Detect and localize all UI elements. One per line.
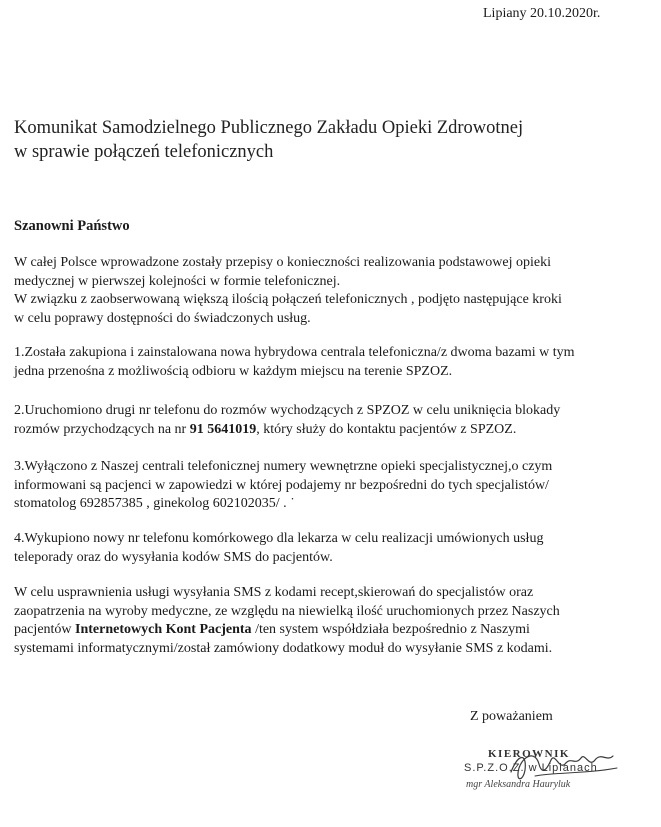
closing-phrase: Z poważaniem [470, 709, 553, 724]
sms-line: systemami informatycznymi/został zamówiony dodatkowy moduł do wysyłanie SMS z kodami. [14, 640, 553, 656]
sms-line: W celu usprawnienia usługi wysyłania SMS z kodami recept,skierowań do specjalistów oraz [14, 585, 534, 600]
salutation: Szanowni Państwo [14, 218, 130, 234]
point-1-paragraph [14, 344, 654, 381]
intro-line: W związku z zaobserwowaną większą ilością połączeń telefonicznych , podjęto następujące kroki [14, 292, 562, 307]
point-2-line [14, 421, 654, 440]
intro-line: W całej Polsce wprowadzone zostały przepisy o konieczności realizowania podstawowej opieki [14, 255, 552, 270]
title-line-2: w sprawie połączeń telefonicznych [14, 142, 274, 162]
point-1-line: 1.Została zakupiona i zainstalowana nowa hybrydowa centrala telefoniczna/z dwoma bazami w tym [14, 345, 575, 360]
point-3-line: informowani są pacjenci w zapowiedzi w której podajemy nr bezpośredni do tych specjalistów/ [14, 477, 549, 493]
stamp-institution: S.P.Z.O.Z. w Lipianach [464, 762, 598, 774]
point-3-line: stomatolog 692857385 , ginekolog 602102035/ . ˙ [14, 496, 295, 511]
point-3-line: 3.Wyłączono z Naszej centrali telefonicznej numery wewnętrzne opieki specjalistycznej,o czym [14, 459, 553, 474]
sms-text: pacjentów [14, 622, 76, 637]
point-2-paragraph [14, 402, 654, 439]
sms-paragraph [14, 584, 654, 658]
stamp-person: mgr Aleksandra Hauryluk [466, 779, 571, 790]
point-2-line: 2.Uruchomiono drugi nr telefonu do rozmów wychodzących z SPZOZ w celu uniknięcia blokady [14, 403, 561, 418]
clinic-phone-number: 91 5641019 [189, 421, 257, 437]
point-2-text: rozmów przychodzących na nr [14, 421, 190, 437]
sms-text: /ten system współdziała bezpośrednio z Naszymi [251, 622, 530, 637]
document-date: Lipiany 20.10.2020r. [483, 6, 601, 21]
point-4-paragraph [14, 530, 654, 567]
point-4-line: teleporady oraz do wysyłania kodów SMS do pacjentów. [14, 549, 333, 565]
title-line-1: Komunikat Samodzielnego Publicznego Zakładu Opieki Zdrowotnej [14, 118, 524, 138]
sms-line: zaopatrzenia na wyroby medyczne, ze względu na niewielką ilość uruchomionych przez Naszych [14, 603, 560, 619]
document-title [14, 116, 523, 164]
point-1-line: jedna przenośna z możliwością odbioru w każdym miejscu na terenie SPZOZ. [14, 363, 453, 379]
intro-line: medycznej w pierwszej kolejności w formie telefonicznej. [14, 273, 341, 289]
point-2-text: , który służy do kontaktu pacjentów z SPZOZ. [256, 421, 517, 437]
point-3-paragraph [14, 458, 654, 514]
ikp-term: Internetowych Kont Pacjenta [75, 622, 252, 637]
stamp-title: KIEROWNIK [488, 748, 570, 760]
intro-paragraph [14, 254, 654, 328]
intro-line: w celu poprawy dostępności do świadczonych usług. [14, 310, 311, 326]
point-4-line: 4.Wykupiono nowy nr telefonu komórkowego dla lekarza w celu realizacji umówionych usług [14, 531, 544, 546]
sms-line [14, 621, 654, 640]
handwritten-signature [505, 742, 625, 792]
